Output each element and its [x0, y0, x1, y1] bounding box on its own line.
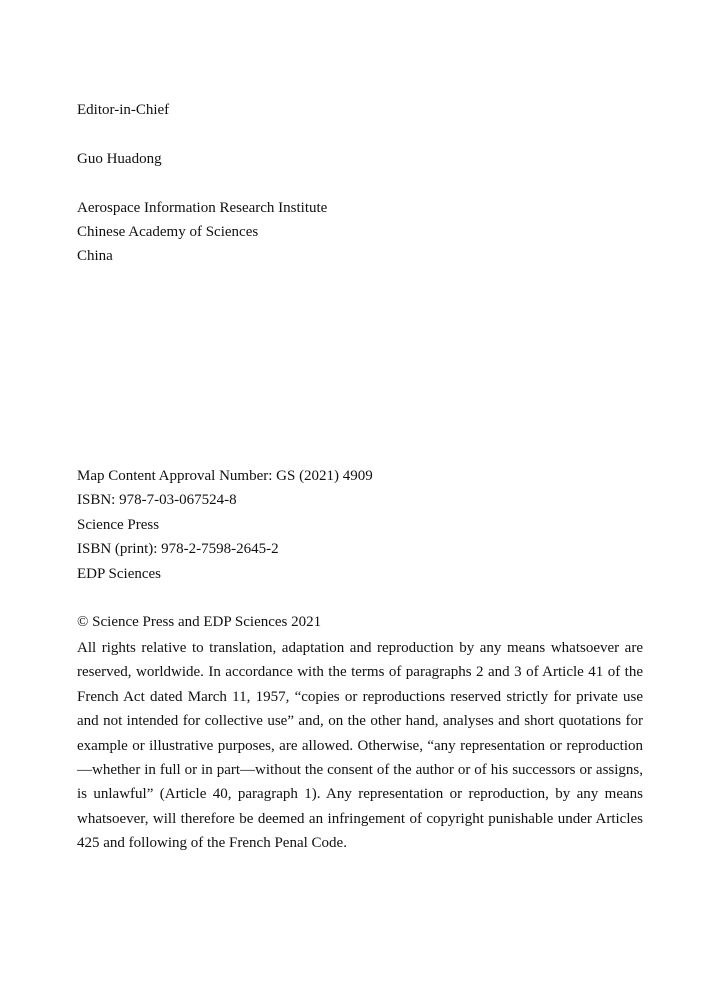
- isbn-print: ISBN (print): 978-2-7598-2645-2: [77, 541, 279, 557]
- editor-name: Guo Huadong: [77, 151, 162, 167]
- copyright-notice: © Science Press and EDP Sciences 2021: [77, 614, 322, 630]
- editor-heading: Editor-in-Chief: [77, 102, 170, 118]
- publisher-science-press: Science Press: [77, 517, 160, 533]
- copyright-text: All rights relative to translation, adaptation and reproduction by any means whatsoever are reserved, worldwide. In accordance with the terms of paragraphs 2 and 3 of Article 41 of the French Act dated March 11, 1957, “copies or reproductions reserved strictly for private use and not intended for collective use” and, on the other hand, analyses and short quotations for example or illustrative purposes, are allowed. Otherwise, “any representation or reproduction—whether in full or in part—without the consent of the author or of his successors or assigns, is unlawful” (Article 40, paragraph 1). Any representation or reproduction, by any means whatsoever, will therefore be deemed an infringement of copyright punishable under Articles 425 and following of the French Penal Code.: [77, 640, 643, 852]
- affiliation-institute: Aerospace Information Research Institute: [77, 200, 328, 216]
- map-approval-number: Map Content Approval Number: GS (2021) 4909: [77, 468, 373, 484]
- isbn-science-press: ISBN: 978-7-03-067524-8: [77, 492, 237, 508]
- affiliation-academy: Chinese Academy of Sciences: [77, 224, 259, 240]
- affiliation-country: China: [77, 248, 113, 264]
- publisher-edp-sciences: EDP Sciences: [77, 566, 162, 582]
